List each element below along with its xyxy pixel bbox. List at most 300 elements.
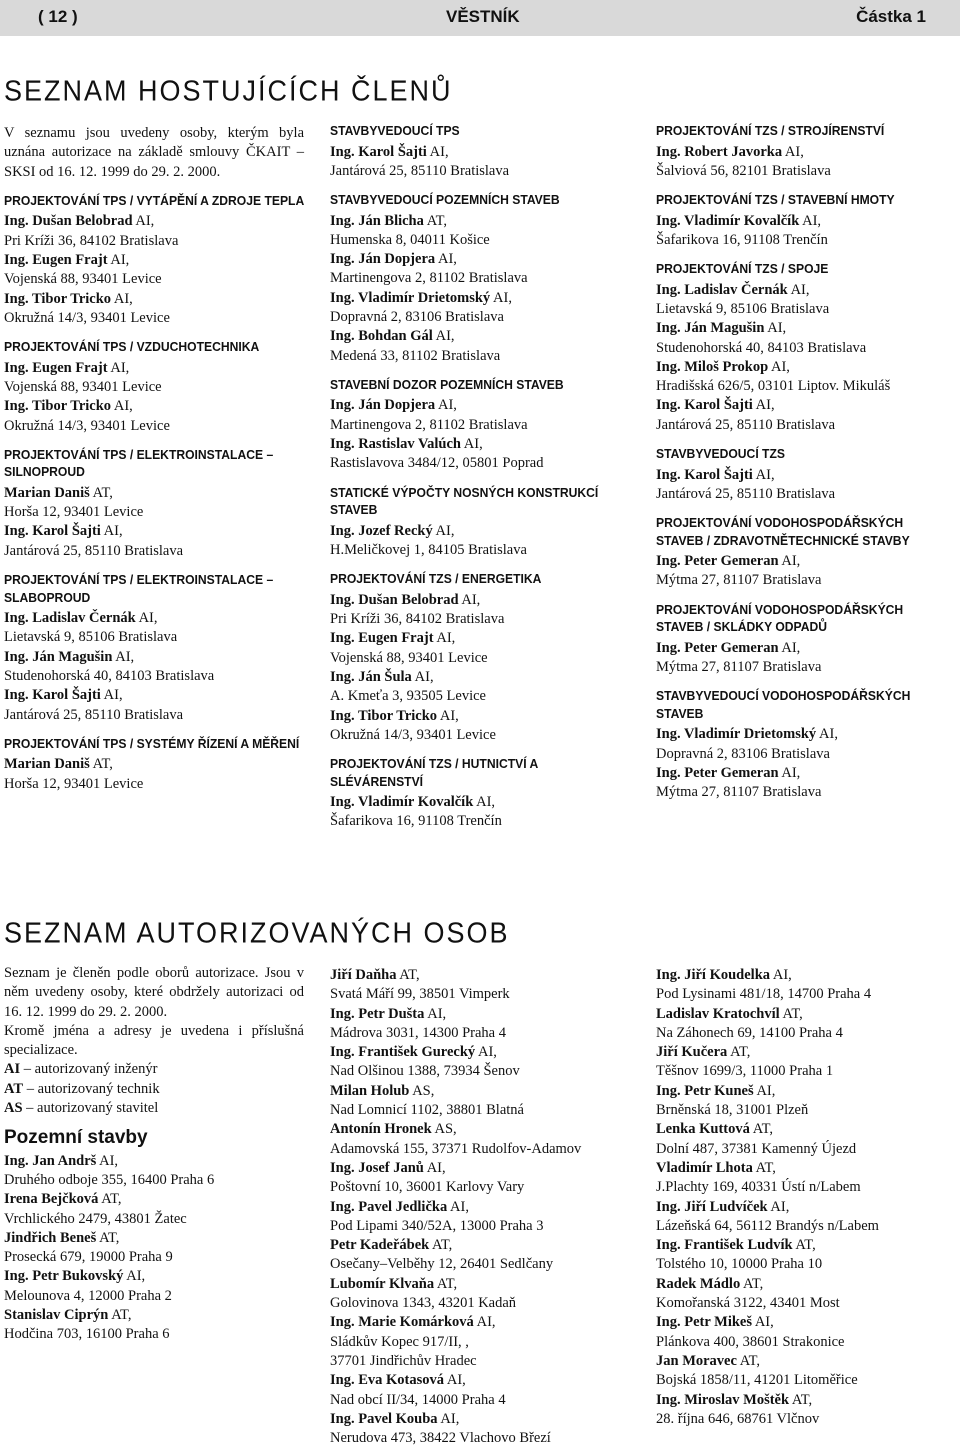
person-title: AI,: [476, 1314, 496, 1331]
person-address: Jantárová 25, 85110 Bratislava: [656, 416, 836, 433]
person-line: [4, 1152, 304, 1171]
person-address: Dolní 487, 37381 Kamenný Újezd: [656, 1140, 857, 1157]
person-title: AT,: [782, 1005, 803, 1022]
person-title: AT,: [92, 756, 113, 773]
person-address: Šafarikova 16, 91108 Trenčín: [330, 813, 502, 830]
group-heading: STAVBYVEDOUCÍ TPS: [330, 123, 460, 138]
person-name: Jiří Kučera: [656, 1044, 728, 1061]
person-entry: [656, 552, 956, 591]
person-name: Ing. Pavel Kouba: [330, 1410, 438, 1427]
person-name: Lenka Kuttová: [656, 1121, 750, 1138]
person-entry: [656, 1005, 956, 1044]
group-heading: PROJEKTOVÁNÍ VODOHOSPODÁŘSKÝCH STAVEB / SKLÁDKY ODPADŮ: [656, 601, 904, 635]
issue-label: Částka 1: [856, 7, 926, 26]
person-name: Ing. Eugen Frajt: [330, 630, 434, 647]
legend-item: [4, 1060, 304, 1079]
person-address: Vojenská 88, 93401 Levice: [4, 271, 162, 288]
person-title: AI,: [135, 213, 155, 230]
person-title: AI,: [446, 1372, 466, 1389]
person-line: [330, 591, 630, 610]
person-name: Ing. Karol Šajti: [330, 143, 427, 160]
person-name: Ing. Ján Magušin: [656, 320, 765, 337]
group-heading: STAVBYVEDOUCÍ VODOHOSPODÁŘSKÝCH STAVEB: [656, 688, 911, 721]
person-title: AT,: [92, 484, 113, 501]
person-name: Ing. Ján Šula: [330, 668, 412, 685]
person-line: [4, 397, 304, 416]
person-address: 28. října 646, 68761 Vlčnov: [656, 1410, 820, 1427]
person-line: [656, 212, 956, 231]
person-address: Mýtma 27, 81107 Bratislava: [656, 572, 822, 589]
person-line: [330, 1005, 630, 1024]
person-name: Ing. Ján Dopjera: [330, 397, 436, 414]
person-title: AT,: [730, 1044, 751, 1061]
legend-abbr: AT: [4, 1080, 24, 1097]
person-entry: [656, 319, 956, 358]
person-name: Ing. Dušan Belobrad: [4, 213, 133, 230]
person-name: Milan Holub: [330, 1082, 410, 1099]
section-title-authorized-persons: SEZNAM AUTORIZOVANÝCH OSOB: [4, 917, 510, 949]
person-address: Adamovská 155, 37371 Rudolfov-Adamov: [330, 1140, 582, 1157]
group-heading: PROJEKTOVÁNÍ TZS / STAVEBNÍ HMOTY: [656, 192, 895, 208]
person-name: Ladislav Kratochvíl: [656, 1005, 780, 1022]
person-entry: [4, 1229, 304, 1268]
person-title: AI,: [476, 794, 496, 811]
person-title: AT,: [752, 1121, 773, 1138]
person-name: Ing. Miroslav Moštěk: [656, 1391, 790, 1408]
person-address: Dopravná 2, 83106 Bratislava: [656, 745, 830, 762]
person-title: AI,: [110, 359, 130, 376]
person-title: AI,: [414, 668, 434, 685]
group-heading: PROJEKTOVÁNÍ TPS / VYTÁPĚNÍ A ZDROJE TEPLA: [4, 192, 305, 208]
person-name: Ing. Karol Šajti: [4, 687, 101, 704]
authorized-column-3: [656, 966, 956, 1429]
person-line: [656, 552, 956, 571]
person-title: AI,: [450, 1198, 469, 1215]
person-entry: [4, 484, 304, 523]
person-name: Ing. Karol Šajti: [4, 523, 101, 540]
group-heading: PROJEKTOVÁNÍ TPS / ELEKTROINSTALACE – SLABOPROUD: [4, 572, 274, 605]
person-address: Svatá Máří 99, 38501 Vimperk: [330, 986, 510, 1003]
legend-text: – autorizovaný inženýr: [23, 1061, 158, 1078]
group-heading: PROJEKTOVÁNÍ TPS / ELEKTROINSTALACE – SILNOPROUD: [4, 446, 274, 480]
person-name: Ing. Miloš Prokop: [656, 358, 769, 375]
person-name: Ing. Vladimír Kovalčík: [330, 794, 474, 811]
person-entry: [330, 1410, 630, 1448]
person-title: AI,: [755, 397, 775, 414]
person-name: Ing. Petr Dušta: [330, 1005, 425, 1022]
person-line: [330, 966, 630, 985]
legend-text: – autorizovaný technik: [26, 1080, 160, 1097]
person-name: Ing. Ján Magušin: [4, 648, 113, 665]
person-address: Horša 12, 93401 Levice: [4, 504, 144, 521]
person-name: Ing. Peter Gemeran: [656, 764, 779, 781]
person-title: AI,: [819, 726, 838, 743]
person-address: Dopravná 2, 83106 Bratislava: [330, 309, 504, 326]
person-line: [330, 1410, 630, 1429]
person-line: [656, 1120, 956, 1139]
person-name: Ing. Tibor Tricko: [330, 707, 438, 724]
authorized-intro-note: Kromě jména a adresy je uvedena i příslušná specializace.: [4, 1022, 304, 1059]
guest-column-1-groups: [4, 192, 304, 794]
guest-column-2: [330, 122, 630, 832]
person-entry: [330, 522, 630, 561]
person-title: AI,: [461, 591, 481, 608]
person-address: Mýtma 27, 81107 Bratislava: [656, 659, 822, 676]
person-name: Irena Bejčková: [4, 1191, 99, 1208]
person-line: [4, 484, 304, 503]
person-entry: [656, 1082, 956, 1121]
person-line: [330, 327, 630, 346]
person-title: AT,: [743, 1275, 764, 1292]
person-address: Šalviová 56, 82101 Bratislava: [656, 162, 831, 179]
person-title: AI,: [802, 212, 822, 229]
person-name: Ing. Bohdan Gál: [330, 328, 433, 345]
person-line: [656, 1082, 956, 1101]
person-title: AI,: [440, 1410, 460, 1427]
person-line: [4, 755, 304, 774]
person-title: AS,: [434, 1121, 457, 1138]
person-name: Stanislav Ciprýn: [4, 1307, 109, 1324]
person-name: Ing. Eva Kotasová: [330, 1372, 445, 1389]
person-line: [656, 319, 956, 338]
person-entry: [656, 281, 956, 320]
group-heading: PROJEKTOVÁNÍ TZS / STROJÍRENSTVÍ: [656, 123, 885, 138]
person-name: Vladimír Lhota: [656, 1159, 753, 1176]
person-entry: [656, 143, 956, 182]
person-name: Ing. Karol Šajti: [656, 466, 753, 483]
person-entry: [330, 1275, 630, 1314]
person-name: Marian Daniš: [4, 756, 90, 773]
person-address: Tolstého 10, 10000 Praha 10: [656, 1256, 823, 1273]
person-title: AI,: [755, 466, 775, 483]
person-title: AT,: [795, 1237, 816, 1254]
legend-abbr: AI: [4, 1061, 21, 1078]
person-line: [330, 1159, 630, 1178]
person-entry: [656, 1198, 956, 1237]
person-name: Ing. Eugen Frajt: [4, 251, 108, 268]
person-address: Okružná 14/3, 93401 Levice: [4, 309, 170, 326]
person-name: Ing. Jiří Ludvíček: [656, 1198, 768, 1215]
person-line: [4, 686, 304, 705]
person-entry: [656, 1159, 956, 1198]
person-address: Jantárová 25, 85110 Bratislava: [656, 485, 836, 502]
person-entry: [4, 397, 304, 436]
person-address: Lázeňská 64, 56112 Brandýs n/Labem: [656, 1217, 879, 1234]
person-entry: [330, 327, 630, 366]
person-name: Ing. Jan Andrš: [4, 1152, 97, 1169]
person-name: Ing. Ladislav Černák: [656, 281, 788, 298]
person-entry: [330, 289, 630, 328]
person-name: Ing. Vladimír Kovalčík: [656, 212, 800, 229]
person-entry: [330, 1198, 630, 1237]
person-line: [656, 1391, 956, 1410]
person-line: [330, 1082, 630, 1101]
person-entry: [656, 1352, 956, 1391]
person-address: Hradišská 626/5, 03101 Liptov. Mikuláš: [656, 378, 891, 395]
person-line: [330, 793, 630, 812]
person-address: Humenska 8, 04011 Košice: [330, 231, 490, 248]
person-name: Antonín Hronek: [330, 1121, 432, 1138]
person-address: Hodčina 703, 16100 Praha 6: [4, 1326, 170, 1343]
person-title: AT,: [755, 1159, 776, 1176]
person-line: [656, 1159, 956, 1178]
person-address: A. Kmeťa 3, 93505 Levice: [330, 688, 486, 705]
person-name: Ing. Jiří Koudelka: [656, 967, 771, 983]
person-title: AI,: [435, 522, 455, 539]
section-title-guest-members: SEZNAM HOSTUJÍCÍCH ČLENŮ: [4, 75, 453, 107]
person-line: [330, 707, 630, 726]
person-title: AI,: [436, 630, 456, 647]
person-address: Vojenská 88, 93401 Levice: [4, 378, 162, 395]
person-entry: [330, 668, 630, 707]
person-entry: [656, 212, 956, 251]
person-name: Ing. Eugen Frajt: [4, 359, 108, 376]
guest-column-1: [4, 124, 304, 794]
group-heading: PROJEKTOVÁNÍ TZS / SPOJE: [656, 261, 829, 277]
person-address: Bojská 1858/11, 41201 Litoměřice: [656, 1372, 858, 1389]
group-heading: STATICKÉ VÝPOČTY NOSNÝCH KONSTRUKCÍ STAVEB: [330, 484, 599, 518]
person-title: AI,: [754, 1314, 774, 1331]
person-entry: [656, 725, 956, 764]
person-entry: [330, 212, 630, 251]
person-entry: [330, 143, 630, 182]
person-line: [656, 143, 956, 162]
person-title: AI,: [437, 397, 457, 414]
person-entry: [330, 707, 630, 746]
person-address: H.Meličkovej 1, 84105 Bratislava: [330, 541, 527, 558]
person-address: Okružná 14/3, 93401 Levice: [330, 726, 496, 743]
page-number: ( 12 ): [38, 7, 78, 26]
person-address: Golovinova 1343, 43201 Kadaň: [330, 1295, 517, 1312]
person-line: [4, 522, 304, 541]
group-heading: PROJEKTOVÁNÍ TPS / VZDUCHOTECHNIKA: [4, 339, 260, 355]
person-entry: [330, 1005, 630, 1044]
person-entry: [330, 435, 630, 474]
person-title: AT,: [432, 1237, 453, 1254]
person-entry: [330, 1082, 630, 1121]
legend-abbr: AS: [4, 1100, 23, 1117]
person-title: AI,: [756, 1082, 776, 1099]
person-name: Ing. Jozef Recký: [330, 522, 433, 539]
person-title: AT,: [99, 1229, 120, 1246]
person-address: Jantárová 25, 85110 Bratislava: [4, 542, 184, 559]
person-address: Martinengova 2, 81102 Bratislava: [330, 416, 528, 433]
person-name: Jindřich Beneš: [4, 1229, 97, 1246]
person-title: AI,: [427, 1005, 447, 1022]
person-line: [330, 250, 630, 269]
authorized-column-2: [330, 966, 630, 1448]
person-address: Medená 33, 81102 Bratislava: [330, 347, 501, 364]
person-entry: [656, 1275, 956, 1314]
person-name: Lubomír Klvaňa: [330, 1275, 435, 1292]
authorized-list-1: [4, 1152, 304, 1345]
person-title: AI,: [115, 648, 135, 665]
person-line: [4, 1267, 304, 1286]
person-entry: [4, 1306, 304, 1345]
person-entry: [4, 609, 304, 648]
person-title: AI,: [767, 320, 787, 337]
person-entry: [656, 639, 956, 678]
person-line: [656, 466, 956, 485]
group-heading: PROJEKTOVÁNÍ TZS / HUTNICTVÍ A SLÉVÁRENSTVÍ: [330, 756, 538, 789]
person-line: [330, 1313, 630, 1332]
person-line: [330, 435, 630, 454]
person-name: Ing. Petr Bukovský: [4, 1268, 124, 1285]
person-entry: [4, 251, 304, 290]
person-title: AI,: [435, 328, 455, 345]
person-line: [330, 522, 630, 541]
person-address: Pod Lipami 340/52A, 13000 Praha 3: [330, 1217, 544, 1234]
group-heading: PROJEKTOVÁNÍ TZS / ENERGETIKA: [330, 571, 542, 587]
person-line: [656, 639, 956, 658]
person-address: Okružná 14/3, 93401 Levice: [4, 417, 170, 434]
person-name: Ing. Tibor Tricko: [4, 290, 112, 307]
legend-item: [4, 1099, 304, 1118]
person-address: Lietavská 9, 85106 Bratislava: [4, 629, 178, 646]
person-title: AI,: [429, 143, 449, 160]
person-name: Ing. Dušan Belobrad: [330, 591, 459, 608]
person-name: Ing. Marie Komárková: [330, 1314, 474, 1331]
person-name: Ing. Karol Šajti: [656, 397, 753, 414]
person-title: AI,: [781, 639, 801, 656]
person-address: Melounova 4, 12000 Praha 2: [4, 1287, 172, 1304]
person-address: Vrchlického 2479, 43801 Žatec: [4, 1210, 187, 1227]
person-line: [330, 396, 630, 415]
person-entry: [656, 358, 956, 397]
person-entry: [656, 466, 956, 505]
person-address: Nad Olšinou 1388, 73934 Šenov: [330, 1063, 520, 1080]
person-name: Ing. František Gurecký: [330, 1044, 476, 1061]
person-line: [656, 1352, 956, 1371]
person-entry: [656, 1313, 956, 1352]
person-line: [330, 1198, 630, 1217]
person-address: Mádrova 3031, 14300 Praha 4: [330, 1024, 506, 1041]
person-name: Ing. Rastislav Valúch: [330, 436, 461, 453]
person-entry: [330, 1120, 630, 1159]
person-name: Ing. Petr Mikeš: [656, 1314, 752, 1331]
person-entry: [656, 1236, 956, 1275]
person-line: [656, 725, 956, 744]
person-title: AI,: [772, 967, 792, 983]
person-entry: [330, 1236, 630, 1275]
journal-title: VĚSTNÍK: [446, 7, 520, 26]
person-entry: [656, 1120, 956, 1159]
person-address: Osečany–Velběhy 12, 26401 Sedlčany: [330, 1256, 554, 1273]
person-address: Komořanská 3122, 43401 Most: [656, 1295, 840, 1312]
legend-item: [4, 1080, 304, 1099]
person-entry: [656, 1043, 956, 1082]
person-name: Jan Moravec: [656, 1352, 737, 1369]
group-heading: PROJEKTOVÁNÍ TPS / SYSTÉMY ŘÍZENÍ A MĚŘENÍ: [4, 735, 300, 751]
person-address-2: 37701 Jindřichův Hradec: [330, 1352, 477, 1369]
person-line: [656, 1198, 956, 1217]
authorized-column-1: [4, 964, 304, 1345]
page-header: [0, 0, 960, 36]
person-line: [656, 1005, 956, 1024]
person-line: [4, 212, 304, 231]
person-name: Ing. Robert Javorka: [656, 143, 783, 160]
person-title: AI,: [103, 687, 123, 704]
person-address: Jantárová 25, 85110 Bratislava: [330, 162, 510, 179]
person-line: [4, 648, 304, 667]
person-name: Petr Kadeřábek: [330, 1237, 430, 1254]
person-entry: [656, 396, 956, 435]
person-address: Lietavská 9, 85106 Bratislava: [656, 300, 830, 317]
person-address: Horša 12, 93401 Levice: [4, 775, 144, 792]
person-name: Ing. Vladimír Drietomský: [656, 726, 817, 743]
person-title: AI,: [103, 523, 123, 540]
person-address: Pod Lysinami 481/18, 14700 Praha 4: [656, 986, 872, 1003]
person-entry: [330, 591, 630, 630]
person-line: [656, 358, 956, 377]
person-address: Druhého odboje 355, 16400 Praha 6: [4, 1171, 215, 1188]
person-address: Pri Kríži 36, 84102 Bratislava: [4, 232, 179, 249]
person-name: Ing. Ján Blicha: [330, 212, 424, 229]
person-name: Ing. Ladislav Černák: [4, 610, 136, 627]
person-entry: [330, 1371, 630, 1410]
person-line: [330, 289, 630, 308]
person-entry: [330, 1043, 630, 1082]
person-line: [330, 1236, 630, 1255]
person-name: Ing. Tibor Tricko: [4, 398, 112, 415]
person-line: [656, 966, 956, 985]
person-entry: [656, 966, 956, 1005]
person-title: AI,: [784, 143, 804, 160]
person-line: [4, 1190, 304, 1209]
person-title: AT,: [101, 1191, 122, 1208]
person-line: [330, 143, 630, 162]
group-heading: STAVBYVEDOUCÍ POZEMNÍCH STAVEB: [330, 192, 560, 208]
person-entry: [4, 1267, 304, 1306]
person-entry: [4, 522, 304, 561]
person-entry: [4, 1190, 304, 1229]
person-entry: [4, 1152, 304, 1191]
person-entry: [656, 764, 956, 803]
person-name: Ing. Pavel Jedlička: [330, 1198, 448, 1215]
person-line: [4, 1229, 304, 1248]
person-name: Jiří Daňha: [330, 967, 397, 983]
person-entry: [330, 1159, 630, 1198]
person-line: [330, 1275, 630, 1294]
person-title: AI,: [110, 251, 130, 268]
person-line: [656, 1313, 956, 1332]
person-name: Ing. František Ludvík: [656, 1237, 793, 1254]
person-title: AI,: [790, 281, 810, 298]
person-line: [656, 1043, 956, 1062]
person-line: [330, 1120, 630, 1139]
person-address: Studenohorská 40, 84103 Bratislava: [656, 339, 867, 356]
person-entry: [330, 793, 630, 832]
person-title: AI,: [426, 1159, 446, 1176]
person-address: Těšnov 1699/3, 11000 Praha 1: [656, 1063, 834, 1080]
person-entry: [330, 250, 630, 289]
person-address: Pri Kríži 36, 84102 Bratislava: [330, 611, 505, 628]
person-line: [330, 629, 630, 648]
person-title: AI,: [781, 764, 801, 781]
person-line: [4, 359, 304, 378]
person-title: AI,: [138, 610, 158, 627]
person-name: Ing. Ján Dopjera: [330, 251, 436, 268]
person-title: AI,: [437, 251, 457, 268]
person-address: Martinengova 2, 81102 Bratislava: [330, 270, 528, 287]
person-title: AI,: [113, 398, 133, 415]
person-title: AI,: [493, 289, 512, 306]
person-address: Šafarikova 16, 91108 Trenčín: [656, 231, 828, 248]
person-line: [4, 290, 304, 309]
person-line: [330, 1043, 630, 1062]
person-title: AT,: [436, 1275, 458, 1292]
person-address: Studenohorská 40, 84103 Bratislava: [4, 667, 215, 684]
